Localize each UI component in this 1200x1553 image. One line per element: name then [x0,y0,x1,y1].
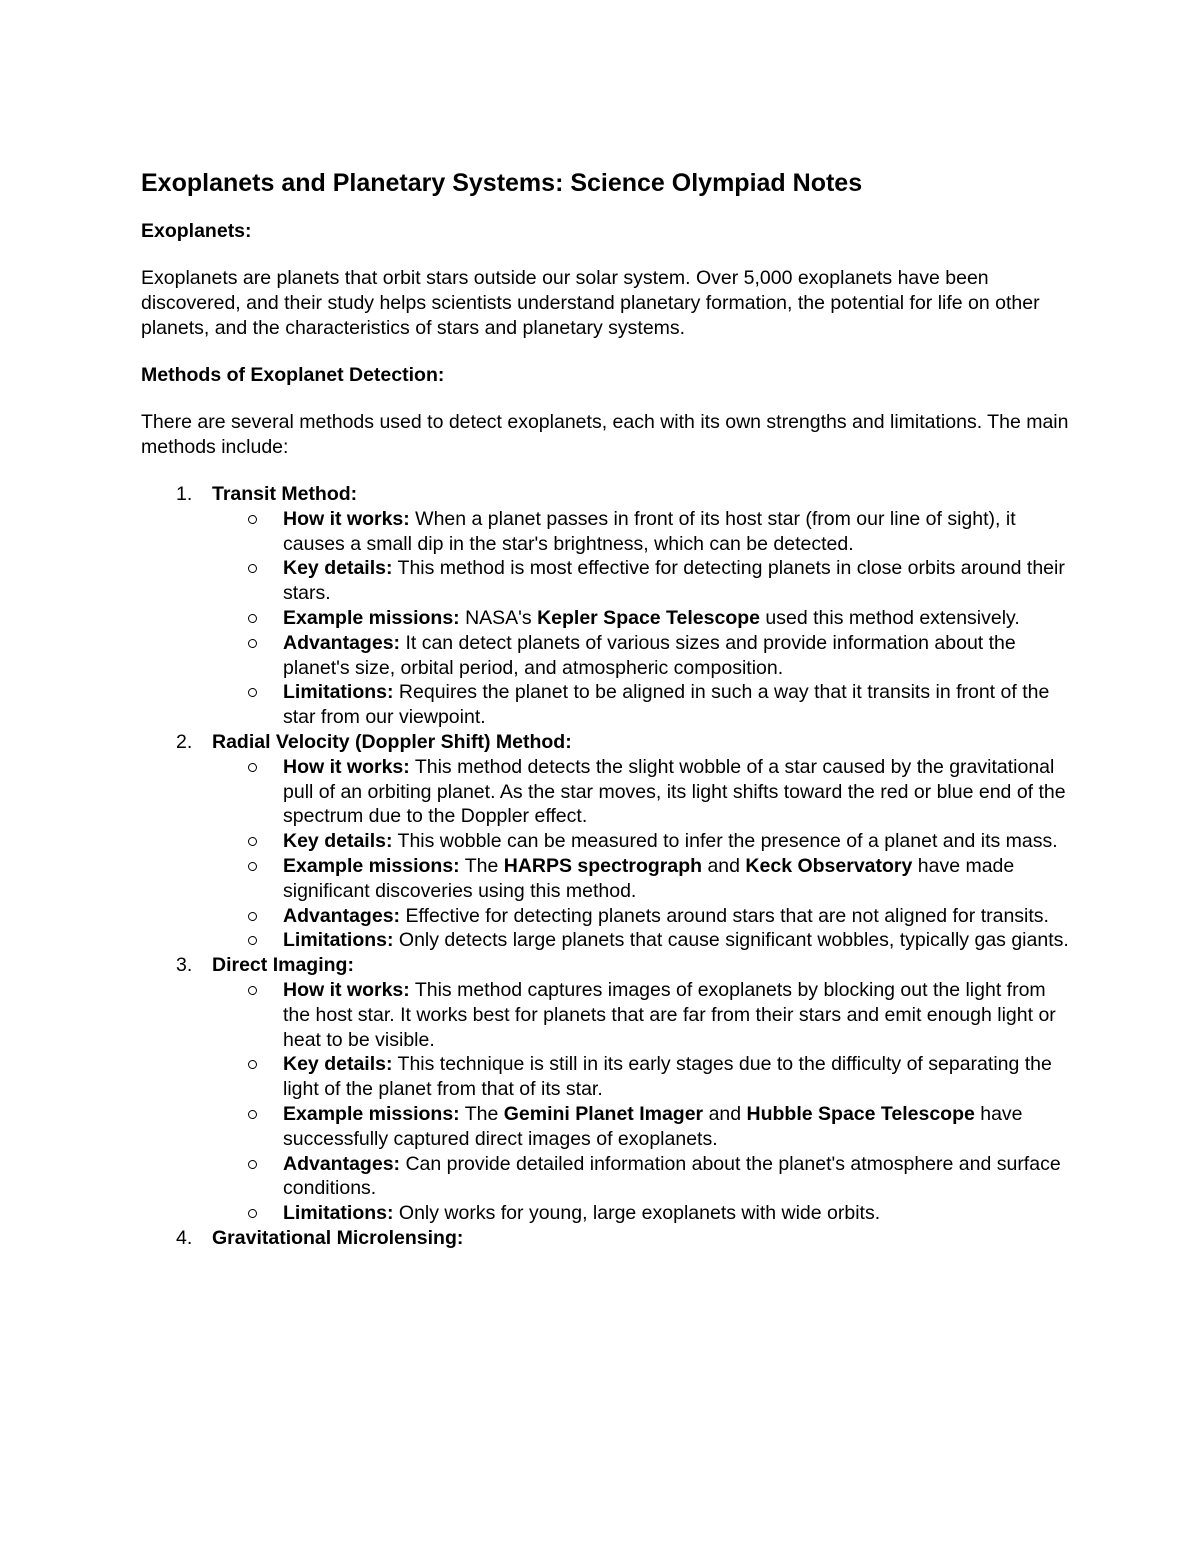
detail-text: have successfully captured direct images of exoplanets. [283,1102,1023,1150]
detail-text: This wobble can be measured to infer the presence of a planet and its mass. [392,830,1058,853]
detail-text: This method is most effective for detecting planets in close orbits around their stars. [283,557,1065,605]
detail-item [212,1152,1071,1202]
method-item [141,1226,1071,1251]
document-title: Exoplanets and Planetary Systems: Science Olympiad Notes [141,169,863,197]
detail-text: Effective for detecting planets around stars that are not aligned for transits. [400,904,1049,927]
detail-label: Advantages: [283,631,401,654]
detail-label: Advantages: [283,1152,401,1175]
detail-label: How it works: [283,507,410,530]
method-title: Gravitational Microlensing: [212,1226,464,1249]
method-title: Radial Velocity (Doppler Shift) Method: [212,730,572,753]
detail-item [212,978,1071,1052]
detail-text: It can detect planets of various sizes and provide information about the planet's size, orbital period, and atmospheric composition. [283,631,1016,679]
hollow-bullet-icon [248,1209,257,1218]
detail-item [212,1052,1071,1102]
detail-label: Advantages: [283,904,401,927]
method-number: 3. [176,954,193,977]
method-number: 2. [176,730,193,753]
hollow-bullet-icon [248,614,257,623]
hollow-bullet-icon [248,936,257,945]
method-number: 1. [176,482,193,505]
detail-text: Can provide detailed information about the planet's atmosphere and surface conditions. [283,1152,1061,1200]
detail-item [212,556,1071,606]
detail-text: This technique is still in its early stages due to the difficulty of separating the light of the planet from that of its star. [283,1053,1052,1101]
mission-name: Keck Observatory [745,854,913,877]
method-details [212,978,1071,1226]
hollow-bullet-icon [248,986,257,995]
mission-name: Kepler Space Telescope [537,606,760,629]
detail-text: This method detects the slight wobble of a star caused by the gravitational pull of an orbiting planet. As the star moves, its light shifts toward the red or blue end of the spectrum due to the Doppler effect. [283,755,1066,828]
detail-label: Example missions: [283,1102,460,1125]
method-number: 4. [176,1226,193,1249]
method-details [212,507,1071,730]
detail-label: Limitations: [283,929,394,952]
detail-label: Example missions: [283,606,460,629]
detail-item [212,904,1071,929]
section-heading-methods: Methods of Exoplanet Detection: [141,364,445,387]
mission-name: HARPS spectrograph [503,854,703,877]
section-text-exoplanets: Exoplanets are planets that orbit stars outside our solar system. Over 5,000 exoplanets have been discovered, and their study helps scientists understand planetary formation, the potential for life on other planets, and the characteristics of stars and planetary systems. [141,267,1040,339]
hollow-bullet-icon [248,837,257,846]
detail-label: Key details: [283,557,393,580]
methods-list [141,482,1071,1251]
hollow-bullet-icon [248,564,257,573]
mission-name: Hubble Space Telescope [746,1102,975,1125]
hollow-bullet-icon [248,912,257,921]
hollow-bullet-icon [248,1160,257,1169]
section-text-methods: There are several methods used to detect exoplanets, each with its own strengths and limitations. The main methods include: [141,411,1069,459]
detail-text: NASA's [459,606,538,629]
method-item [141,953,1071,1226]
detail-item [212,680,1071,730]
mission-name: Gemini Planet Imager [503,1102,704,1125]
section-heading-exoplanets: Exoplanets: [141,220,252,242]
hollow-bullet-icon [248,763,257,772]
detail-text: and [703,1102,747,1125]
document-page [141,168,1071,1251]
hollow-bullet-icon [248,515,257,524]
detail-label: Key details: [283,1053,393,1076]
hollow-bullet-icon [248,1110,257,1119]
detail-item [212,1102,1071,1152]
detail-item [212,507,1071,557]
detail-text: The [459,1102,504,1125]
hollow-bullet-icon [248,688,257,697]
detail-text: The [459,854,504,877]
method-item [141,730,1071,953]
detail-item [212,1201,1071,1226]
detail-item [212,606,1071,631]
detail-item [212,854,1071,904]
detail-text: This method captures images of exoplanets by blocking out the light from the host star. It works best for planets that are far from their stars and emit enough light or heat to be visible. [283,978,1056,1051]
detail-label: Limitations: [283,1202,394,1225]
detail-text: When a planet passes in front of its host star (from our line of sight), it causes a small dip in the star's brightness, which can be detected. [283,507,1016,555]
detail-text: and [702,854,746,877]
detail-text: Requires the planet to be aligned in such a way that it transits in front of the star from our viewpoint. [283,681,1050,729]
detail-item [212,829,1071,854]
method-title: Transit Method: [212,482,358,505]
detail-item [212,631,1071,681]
detail-text: have made significant discoveries using this method. [283,854,1015,902]
hollow-bullet-icon [248,1060,257,1069]
method-item [141,482,1071,730]
detail-text: Only detects large planets that cause significant wobbles, typically gas giants. [393,929,1069,952]
detail-item [212,928,1071,953]
detail-text: used this method extensively. [760,606,1020,629]
detail-label: Limitations: [283,681,394,704]
hollow-bullet-icon [248,639,257,648]
detail-label: How it works: [283,978,410,1001]
detail-label: How it works: [283,755,410,778]
hollow-bullet-icon [248,862,257,871]
detail-item [212,755,1071,829]
detail-text: Only works for young, large exoplanets with wide orbits. [393,1202,881,1225]
method-title: Direct Imaging: [212,954,354,977]
detail-label: Key details: [283,830,393,853]
detail-label: Example missions: [283,854,460,877]
method-details [212,755,1071,953]
